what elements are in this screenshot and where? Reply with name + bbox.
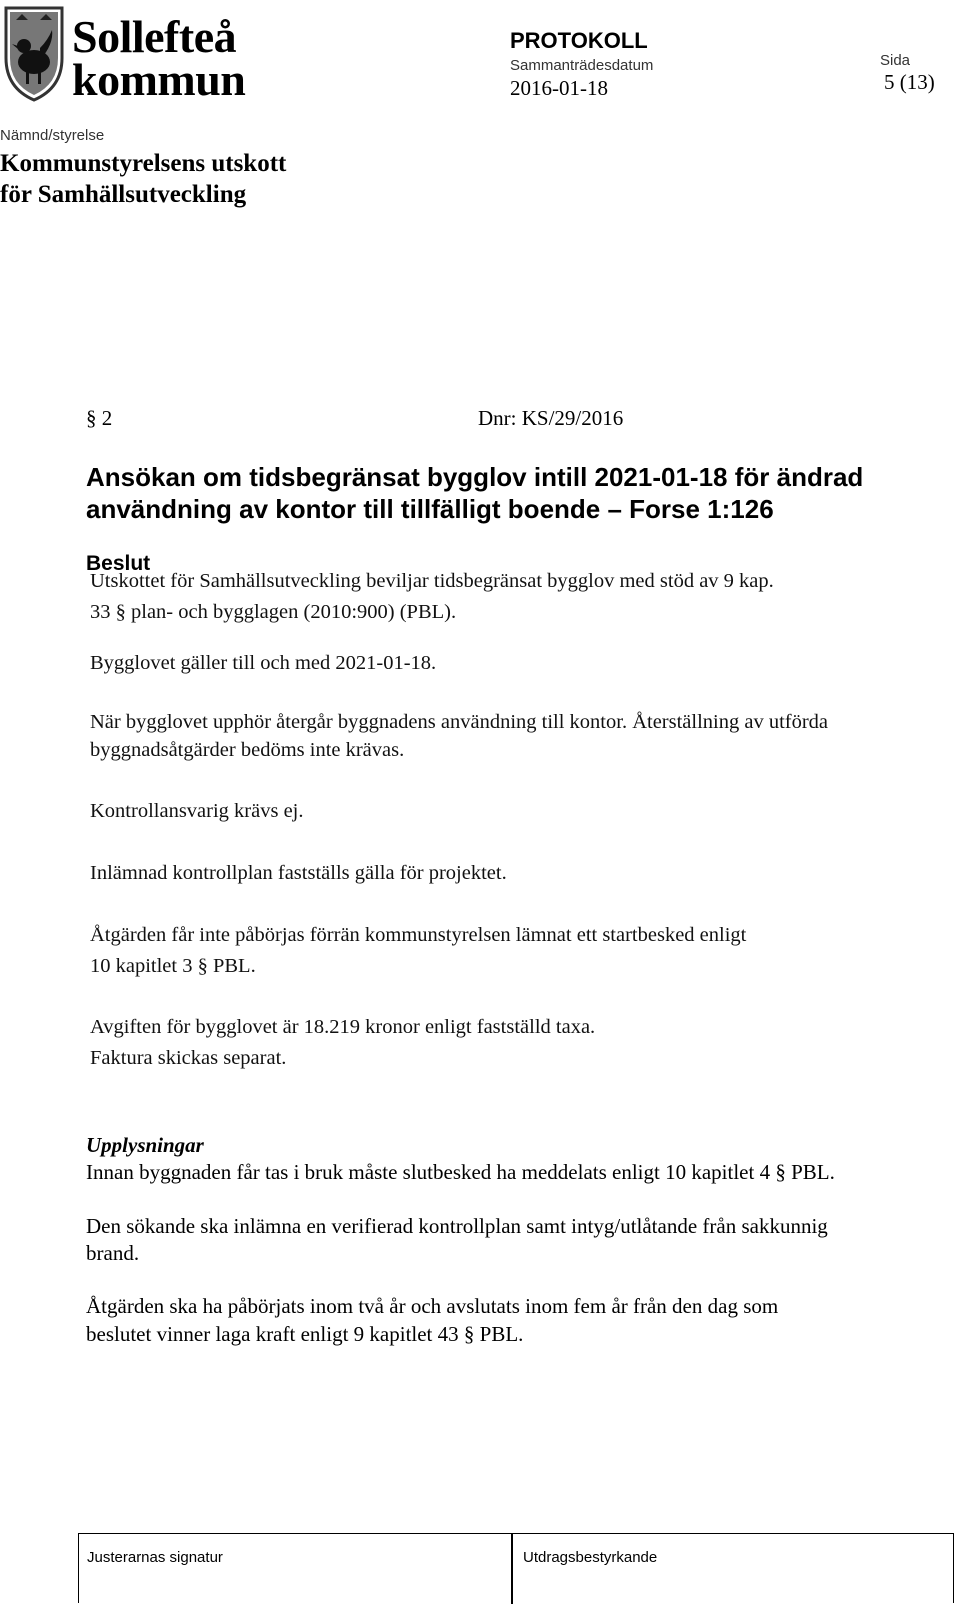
document-type: PROTOKOLL: [510, 28, 648, 53]
page-label: Sida: [880, 52, 911, 69]
decision-line: byggnadsåtgärder bedöms inte krävas.: [90, 739, 405, 761]
paragraph-number: § 2: [86, 406, 113, 430]
logo-name-line2: kommun: [72, 54, 246, 105]
decision-line: Avgiften för bygglovet är 18.219 kronor enligt fastställd taxa.: [90, 1016, 596, 1038]
page-number: 5 (13): [884, 70, 935, 94]
case-title-line1: Ansökan om tidsbegränsat bygglov intill 2021-01-18 för ändrad: [86, 462, 864, 492]
information-line: Innan byggnaden får tas i bruk måste slutbesked ha meddelats enligt 10 kapitlet 4 § PBL.: [86, 1160, 835, 1184]
committee-name-line2: för Samhällsutveckling: [0, 181, 247, 208]
diary-number: Dnr: KS/29/2016: [478, 406, 624, 430]
logo-name-line1: Sollefteå: [72, 11, 237, 62]
decision-line: Faktura skickas separat.: [90, 1047, 287, 1069]
certification-label: Utdragsbestyrkande: [523, 1549, 658, 1566]
decision-line: Bygglovet gäller till och med 2021-01-18.: [90, 652, 437, 674]
meeting-date-label: Sammanträdesdatum: [510, 57, 654, 74]
signature-footer: [78, 1533, 954, 1603]
signature-label: Justerarnas signatur: [87, 1549, 223, 1566]
decision-line: Inlämnad kontrollplan fastställs gälla för projektet.: [90, 862, 507, 884]
decision-heading: Beslut: [86, 552, 151, 575]
committee-label: Nämnd/styrelse: [0, 127, 105, 144]
decision-line: Åtgärden får inte påbörjas förrän kommunstyrelsen lämnat ett startbesked enligt: [90, 924, 747, 946]
decision-line: När bygglovet upphör återgår byggnadens användning till kontor. Återställning av utförda: [90, 711, 829, 733]
coat-of-arms-icon: [0, 0, 68, 104]
decision-line: Kontrollansvarig krävs ej.: [90, 800, 304, 822]
information-line: beslutet vinner laga kraft enligt 9 kapitlet 43 § PBL.: [86, 1322, 524, 1346]
information-line: Den sökande ska inlämna en verifierad kontrollplan samt intyg/utlåtande från sakkunnig: [86, 1214, 828, 1238]
committee-name-line1: Kommunstyrelsens utskott: [0, 150, 287, 177]
case-title-line2: användning av kontor till tillfälligt boende – Forse 1:126: [86, 494, 774, 524]
meeting-date-value: 2016-01-18: [510, 76, 608, 100]
decision-line: 10 kapitlet 3 § PBL.: [90, 955, 256, 977]
information-heading: Upplysningar: [86, 1133, 204, 1157]
decision-line: Utskottet för Samhällsutveckling beviljar tidsbegränsat bygglov med stöd av 9 kap.: [90, 570, 774, 592]
footer-divider: [511, 1534, 513, 1604]
information-line: Åtgärden ska ha påbörjats inom två år och avslutats inom fem år från den dag som: [86, 1294, 779, 1318]
information-line: brand.: [86, 1241, 140, 1265]
decision-line: 33 § plan- och bygglagen (2010:900) (PBL).: [90, 601, 457, 623]
